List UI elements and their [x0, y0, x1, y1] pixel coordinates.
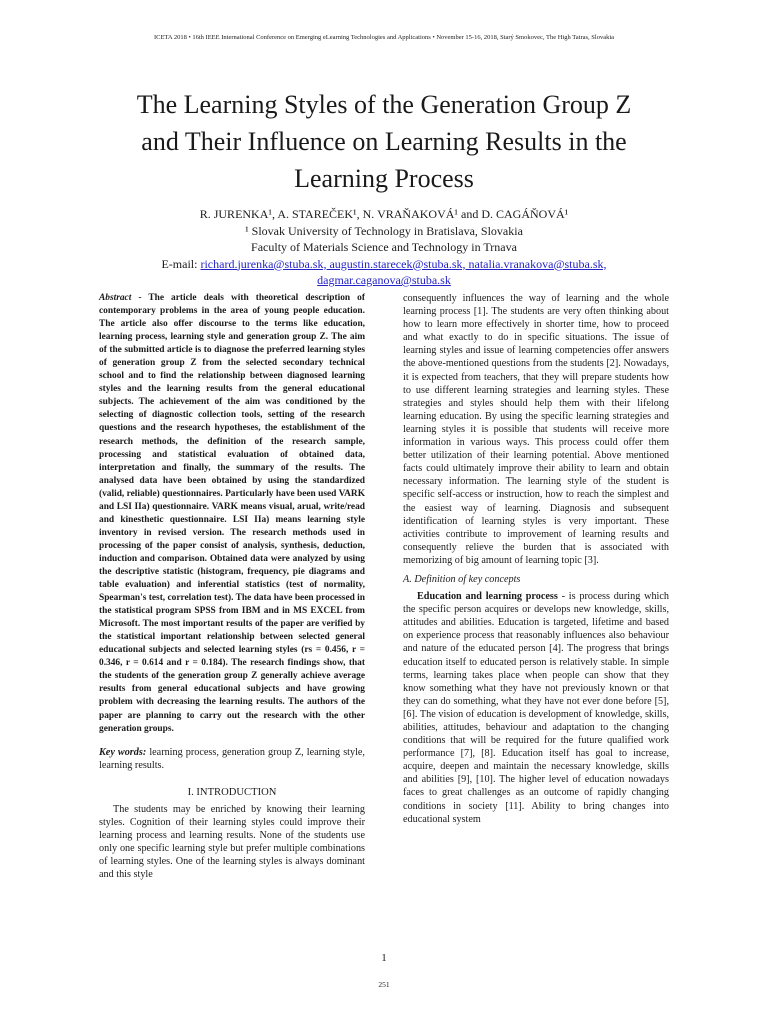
- running-head: ICETA 2018 • 16th IEEE International Conference on Emerging eLearning Technologies and Applications • November 15-16, 2018, Starý Smokovec, The High Tatras, Slovakia: [153, 34, 615, 41]
- definition-paragraph: [403, 590, 669, 826]
- page-number: 1: [381, 952, 387, 964]
- keywords: [99, 746, 365, 772]
- email-line-2: [0, 272, 768, 289]
- affiliation-university: ¹ Slovak University of Technology in Bratislava, Slovakia: [245, 223, 523, 238]
- intro-paragraph: The students may be enriched by knowing their learning styles. Cognition of their learning styles could improve their learning process and learning results. None of the students use only one specific learning style but prefer multiple combinations of learning styles. One of the learning styles is always dominant and this style: [99, 803, 365, 881]
- proceedings-page-number: 251: [378, 980, 390, 989]
- keywords-text: learning process, generation group Z, learning style, learning results.: [99, 746, 365, 771]
- section-heading-introduction: I. INTRODUCTION: [187, 786, 277, 798]
- right-column: [403, 292, 669, 826]
- email-line: [0, 256, 768, 273]
- author-names: R. JURENKA¹, A. STAREČEK¹, N. VRAŇAKOVÁ¹ and D. CAGÁŇOVÁ¹: [199, 207, 569, 221]
- abstract-text: - The article deals with theoretical description of contemporary problems in the area of young people education. The article also offer discourse to the terms like education, learning process, learning style and generation group Z. The aim of the submitted article is to diagnose the preferred learning styles of generation group Z from the selected secondary technical school and to find the relationship between diagnosed learning styles and the learning results from the general educational subjects. The achievement of the aim was conditioned by the selecting of diagnostic collection tools, setting of the research questions and the research hypotheses, the establishment of the research methods, the definition of the research sample, processing and statistical evaluation of obtained data, interpretation and finally, the summary of the results. The analysed data have been obtained by using the standardized (valid, reliable) questionnaires. Particularly have been used VARK and LSI IIa) questionnaire. VARK means visual, arual, write/read and kinesthetic questionnaire. LSI IIa) means learning style inventory in revised version. The research methods used in processing of the paper consist of analysis, synthesis, deduction, induction and comparison. Obtained data were analyzed by using the descriptive statistic (histogram, frequency, pie diagrams and table evaluation) and inferential statistics (test of normality, Spearman's test, correlation test). The data have been processed in the statistical program SPSS from IBM and in MS EXCEL from Microsoft. The most important results of the paper are verified by the statistical important relationship between selected general educational subjects and selected learning styles (rs = 0.456, r = 0.346, r = 0.614 and r = 0.184). The research findings show, that the students of the generation group Z generally achieve average results from general educational subjects and have growing problem with decreasing the learning results. The authors of the paper are planning to carry out the research with the other generation groups.: [99, 293, 365, 734]
- affiliation-faculty: Faculty of Materials Science and Technology in Trnava: [251, 240, 517, 254]
- left-column: [99, 292, 365, 881]
- email-label: E-mail:: [161, 256, 201, 271]
- abstract: [99, 292, 365, 736]
- paper-title: [60, 86, 708, 197]
- definition-term: Education and learning process: [417, 591, 558, 603]
- email-links[interactable]: richard.jurenka@stuba.sk, augustin.starecek@stuba.sk, natalia.vranakova@stuba.sk,: [200, 256, 607, 271]
- body-paragraph: consequently influences the way of learning and the whole learning process [1]. The students are very often thinking about how to learn more effectively in shorter time, how to proceed and what exactly to do in specific situations. The issue of learning styles and issue of learning competencies offer answers the above-mentioned questions from the students [2]. Nowadays, it is expected from teachers, that they will prepare students how to use different learning strategies and learning styles. These strategies and styles should help them with their lifelong learning education. By using the specific learning strategies and learning styles it is possible that students will receive more information in various ways. This process could offer them better utilization of their learning potential. Above mentioned facts could ultimately improve their ability to learn and obtain necessary information. The learning style of the student is specific self-access or instruction, how to reach the simplest and the easiest way of learning. Diagnosis and subsequent identification of learning styles is very important. These activities contribute to improvement of learning results and consequently relieve the burden that is associated with memorizing of big amount of learning topic [3].: [403, 293, 669, 566]
- definition-text: - is process during which the specific person acquires or develops new knowledge, skills, attitudes and abilities. Education is targeted, lifetime and based on experience process that reasonably influences also behaviour and nature of the educated person [4]. The progress that brings education itself to educated person is relatively stable. In simple terms, learning takes place when people can show that they know something what they have not previously known or that they can do something, what they have not ever done before [5], [6]. The vision of education is development of knowledge, skills, abilities, attitudes, behaviour and adaptation to the changing conditions that will be required for the future qualified work performance [7], [8]. Education itself has goal to increase, acquire, deepen and maintain the necessary knowledge, skills and abilities [9], [10]. The higher level of education nowadays faces to great challenges as an outcome of rapidly changing conditions in society [11]. Ability to bring changes into educational system: [403, 591, 669, 825]
- author-block: [0, 206, 768, 289]
- email-link-caganova[interactable]: dagmar.caganova@stuba.sk: [317, 273, 451, 287]
- subsection-heading: A. Definition of key concepts: [403, 573, 521, 585]
- abstract-label: Abstract: [99, 293, 132, 303]
- keywords-label: Key words:: [99, 746, 147, 758]
- title-line: The Learning Styles of the Generation Group Z: [136, 90, 632, 119]
- title-line: and Their Influence on Learning Results in the: [141, 127, 627, 156]
- title-line: Learning Process: [294, 164, 474, 193]
